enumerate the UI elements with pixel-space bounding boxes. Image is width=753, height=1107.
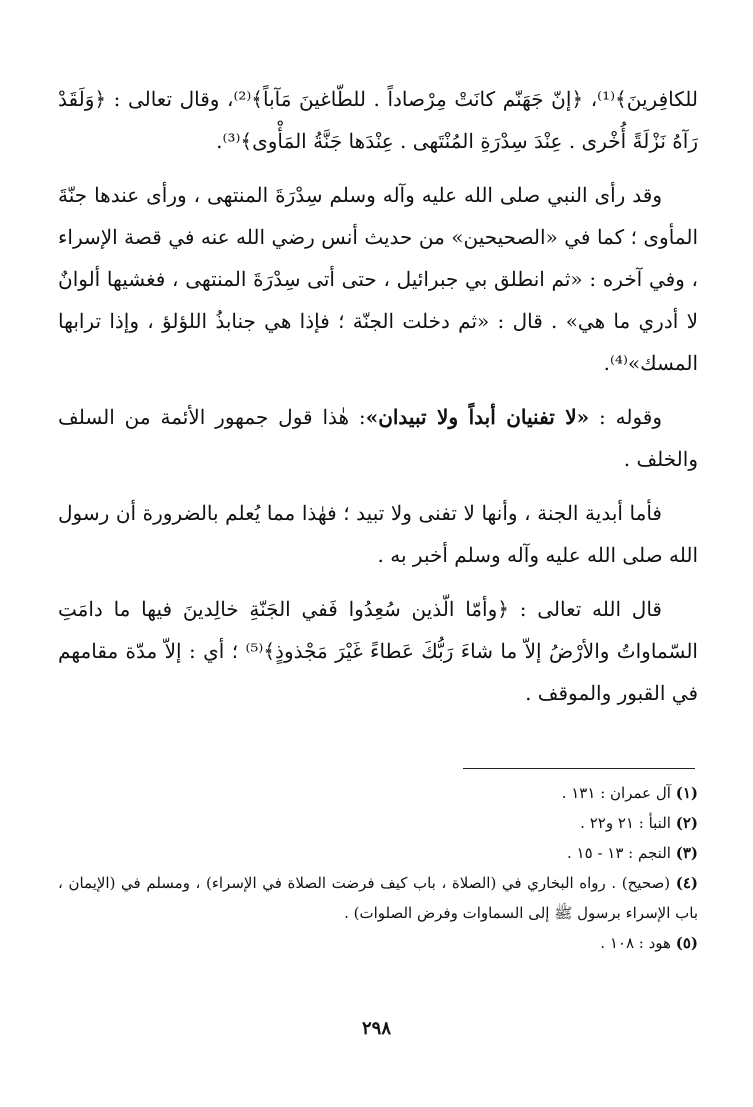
footnote-item [58, 808, 698, 838]
footnote-item [58, 928, 698, 958]
page-body [58, 78, 698, 726]
paragraph-text: فأما أبدية الجنة ، وأنها لا تفنى ولا تبيد ؛ فهٰذا مما يُعلم بالضرورة أن رسول الله صلى الله عليه وآله وسلم أخبر به . [58, 501, 698, 567]
quoted-phrase: «لا تفنيان أبداً ولا تبيدان» [365, 405, 590, 429]
paragraph-text: قال الله تعالى : ﴿وأمّا الّذين سُعِدُوا فَفي الجَنّةِ خالِدينَ فيها ما دامَتِ السّماواتُ والأرْضُ إلاّ ما شاءَ رَبُّكَ عَطاءً غَيْرَ مَجْذوذٍ﴾⁽⁵⁾ ؛ أي : إلاّ مدّة مقامهم في القبور والموقف . [58, 597, 698, 705]
paragraph-quran-verses [58, 78, 698, 162]
footnote-text: (صحيح) . رواه البخاري في (الصلاة ، باب كيف فرضت الصلاة في الإسراء) ، ومسلم في (الإيمان ، باب الإسراء برسول ﷺ إلى السماوات وفرض الصلوات) . [58, 874, 698, 922]
footnotes [58, 778, 698, 958]
footnote-item [58, 778, 698, 808]
footnote-divider [463, 768, 695, 769]
paragraph-hud-verse [58, 588, 698, 714]
paragraph-text: للكافِرينَ﴾⁽¹⁾، ﴿إنّ جَهَنّم كانَتْ مِرْصاداً . للطّاغينَ مَآباً﴾⁽²⁾، وقال تعالى : ﴿وَلَقَدْ رَآهُ نَزْلَةً أُخْرى . عِنْدَ سِدْرَةِ المُنْتَهى . عِنْدَها جَنَّةُ المَأْوى﴾⁽³⁾. [58, 87, 698, 153]
footnote-text: النجم : ١٣ - ١٥ . [567, 844, 671, 862]
paragraph-lead: وقوله : [589, 405, 662, 429]
footnote-item [58, 838, 698, 868]
footnote-number: (٤) [675, 874, 698, 892]
page-number: ٢٩٨ [361, 1018, 391, 1039]
footnote-text: النبأ : ٢١ و٢٢ . [580, 814, 671, 832]
footnote-item [58, 868, 698, 928]
footnote-text: هود : ١٠٨ . [600, 934, 671, 952]
paragraph-hadith-isra [58, 174, 698, 384]
footnote-number: (٥) [675, 934, 698, 952]
footnote-number: (٢) [675, 814, 698, 832]
paragraph-rest: : هٰذا قول جمهور الأئمة من السلف والخلف . [58, 405, 698, 471]
footnote-number: (٣) [675, 844, 698, 862]
paragraph-text: وقد رأى النبي صلى الله عليه وآله وسلم سِدْرَةَ المنتهى ، ورأى عندها جنّةَ المأوى ؛ كما في «الصحيحين» من حديث أنس رضي الله عنه في قصة الإسراء ، وفي آخره : «ثم انطلق بي جبرائيل ، حتى أتى سِدْرَةَ المنتهى ، فغشيها ألوانٌ لا أدري ما هي» . قال : «ثم دخلت الجنّة ؛ فإذا هي جنابذُ اللؤلؤ ، وإذا ترابها المسك»⁽⁴⁾. [58, 183, 698, 375]
footnote-number: (١) [675, 784, 698, 802]
footnote-text: آل عمران : ١٣١ . [561, 784, 671, 802]
paragraph-eternity-statement [58, 396, 698, 480]
paragraph-paradise-eternal [58, 492, 698, 576]
